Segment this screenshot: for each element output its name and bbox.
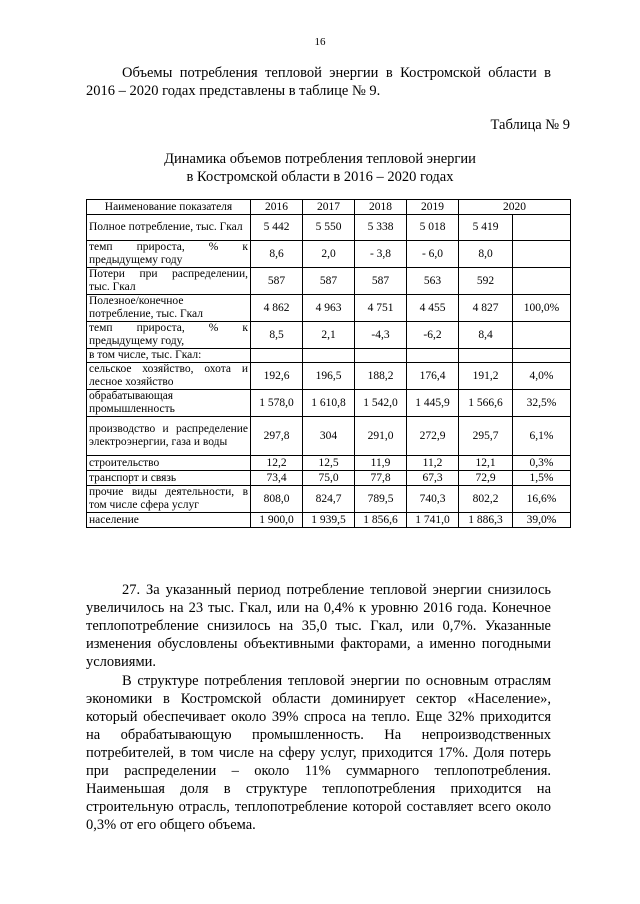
row-value: 4 751 xyxy=(355,295,407,322)
row-value: 291,0 xyxy=(355,417,407,456)
table-row xyxy=(87,322,571,349)
row-name: население xyxy=(87,513,251,528)
row-value: 1 542,0 xyxy=(355,390,407,417)
row-name: прочие виды деятельности, в том числе сфера услуг xyxy=(87,486,251,513)
paragraph-27: 27. За указанный период потребление тепловой энергии снизилось увеличилось на 23 тыс. Гкал, или на 0,4% к уровню 2016 года. Конечное теплопотребление снизилось на 35,0 тыс. Гкал, или 0,7%. Указанные изменения обусловлены объективными факторами, а именно погодными условиями. xyxy=(86,582,551,670)
row-value: 1 610,8 xyxy=(303,390,355,417)
row-name: транспорт и связь xyxy=(87,471,251,486)
row-value xyxy=(513,241,571,268)
heat-consumption-table xyxy=(86,199,571,528)
row-value xyxy=(513,349,571,363)
row-value: 563 xyxy=(407,268,459,295)
table-header-row xyxy=(87,200,571,215)
row-value: 5 018 xyxy=(407,215,459,241)
row-value: 808,0 xyxy=(251,486,303,513)
row-value: 587 xyxy=(303,268,355,295)
row-value: 12,1 xyxy=(459,456,513,471)
row-value: 789,5 xyxy=(355,486,407,513)
row-name: производство и распределение электроэнергии, газа и воды xyxy=(87,417,251,456)
row-value: 4 455 xyxy=(407,295,459,322)
row-value: 304 xyxy=(303,417,355,456)
row-value: 272,9 xyxy=(407,417,459,456)
row-value: 2,0 xyxy=(303,241,355,268)
row-value: 1 856,6 xyxy=(355,513,407,528)
row-value: 8,0 xyxy=(459,241,513,268)
header-2019: 2019 xyxy=(407,200,459,215)
row-value: 67,3 xyxy=(407,471,459,486)
row-name: темп прироста, % к предыдущему году xyxy=(87,241,251,268)
row-value: 297,8 xyxy=(251,417,303,456)
row-value: 77,8 xyxy=(355,471,407,486)
row-value: 4,0% xyxy=(513,363,571,390)
table-row xyxy=(87,349,571,363)
row-value xyxy=(513,268,571,295)
row-value: 4 963 xyxy=(303,295,355,322)
header-2020: 2020 xyxy=(459,200,571,215)
table-row xyxy=(87,268,571,295)
header-2016: 2016 xyxy=(251,200,303,215)
row-value: 824,7 xyxy=(303,486,355,513)
row-value: 1 578,0 xyxy=(251,390,303,417)
row-value: 1 566,6 xyxy=(459,390,513,417)
row-value: - 3,8 xyxy=(355,241,407,268)
row-value: 8,6 xyxy=(251,241,303,268)
table-row xyxy=(87,241,571,268)
row-value: 188,2 xyxy=(355,363,407,390)
row-value: 196,5 xyxy=(303,363,355,390)
row-value: 4 827 xyxy=(459,295,513,322)
table-title xyxy=(0,150,640,186)
row-name: в том числе, тыс. Гкал: xyxy=(87,349,251,363)
row-value: 592 xyxy=(459,268,513,295)
row-value: 16,6% xyxy=(513,486,571,513)
row-value xyxy=(513,322,571,349)
header-2018: 2018 xyxy=(355,200,407,215)
row-value: 191,2 xyxy=(459,363,513,390)
row-value: 1 445,9 xyxy=(407,390,459,417)
row-value: 1 741,0 xyxy=(407,513,459,528)
row-value: 1 900,0 xyxy=(251,513,303,528)
row-value: 4 862 xyxy=(251,295,303,322)
table-label: Таблица № 9 xyxy=(490,117,570,133)
table-row xyxy=(87,456,571,471)
row-value: 73,4 xyxy=(251,471,303,486)
table-body xyxy=(87,215,571,528)
row-value: 587 xyxy=(355,268,407,295)
table-row xyxy=(87,363,571,390)
row-name: Полное потребление, тыс. Гкал xyxy=(87,215,251,241)
header-2017: 2017 xyxy=(303,200,355,215)
row-value: 5 442 xyxy=(251,215,303,241)
table-row xyxy=(87,513,571,528)
table-row xyxy=(87,215,571,241)
row-value: 11,2 xyxy=(407,456,459,471)
row-value: 5 338 xyxy=(355,215,407,241)
row-value: 0,3% xyxy=(513,456,571,471)
row-value xyxy=(513,215,571,241)
row-value: 2,1 xyxy=(303,322,355,349)
paragraph-structure: В структуре потребления тепловой энергии по основным отраслям экономики в Костромской области доминирует сектор «Население», который обеспечивает около 39% спроса на тепло. Еще 32% приходится на обрабатывающую промышленность. На непроизводственных потребителей, в том числе на сферу услуг, приходится 17%. Доля потерь при распределении – около 11% суммарного теплопотребления. Наименьшая доля в структуре теплопотребления приходится на строительную отрасль, теплопотребление которой составляет всего около 0,3% от его общего объема. xyxy=(86,673,551,833)
table-title-line-1: Динамика объемов потребления тепловой энергии xyxy=(164,151,476,167)
row-value: - 6,0 xyxy=(407,241,459,268)
row-value: 8,5 xyxy=(251,322,303,349)
row-name: сельское хозяйство, охота и лесное хозяйство xyxy=(87,363,251,390)
table-row xyxy=(87,295,571,322)
table-row xyxy=(87,471,571,486)
row-value: 1 886,3 xyxy=(459,513,513,528)
row-value xyxy=(355,349,407,363)
table-row xyxy=(87,486,571,513)
row-value: 5 550 xyxy=(303,215,355,241)
page-number: 16 xyxy=(314,36,326,48)
row-value: 1 939,5 xyxy=(303,513,355,528)
row-value: 587 xyxy=(251,268,303,295)
row-value: 295,7 xyxy=(459,417,513,456)
row-value: 5 419 xyxy=(459,215,513,241)
header-indicator: Наименование показателя xyxy=(87,200,251,215)
row-name: темп прироста, % к предыдущему году, xyxy=(87,322,251,349)
row-value: 12,5 xyxy=(303,456,355,471)
table-title-line-2: в Костромской области в 2016 – 2020 годах xyxy=(186,169,454,185)
row-value: 72,9 xyxy=(459,471,513,486)
row-value: -4,3 xyxy=(355,322,407,349)
row-value: 802,2 xyxy=(459,486,513,513)
row-value: 100,0% xyxy=(513,295,571,322)
row-value: 740,3 xyxy=(407,486,459,513)
row-value: 75,0 xyxy=(303,471,355,486)
row-value: 192,6 xyxy=(251,363,303,390)
intro-paragraph: Объемы потребления тепловой энергии в Костромской области в 2016 – 2020 годах представлены в таблице № 9. xyxy=(86,65,551,99)
row-value: 32,5% xyxy=(513,390,571,417)
row-name: обрабатывающая промышленность xyxy=(87,390,251,417)
row-value: 39,0% xyxy=(513,513,571,528)
row-value: 176,4 xyxy=(407,363,459,390)
row-value xyxy=(407,349,459,363)
row-value xyxy=(251,349,303,363)
row-value: 1,5% xyxy=(513,471,571,486)
table-row xyxy=(87,390,571,417)
row-value xyxy=(303,349,355,363)
row-value: 8,4 xyxy=(459,322,513,349)
row-value: -6,2 xyxy=(407,322,459,349)
row-name: Полезное/конечное потребление, тыс. Гкал xyxy=(87,295,251,322)
row-value xyxy=(459,349,513,363)
table-row xyxy=(87,417,571,456)
row-name: строительство xyxy=(87,456,251,471)
row-value: 11,9 xyxy=(355,456,407,471)
row-value: 12,2 xyxy=(251,456,303,471)
row-name: Потери при распределении, тыс. Гкал xyxy=(87,268,251,295)
row-value: 6,1% xyxy=(513,417,571,456)
